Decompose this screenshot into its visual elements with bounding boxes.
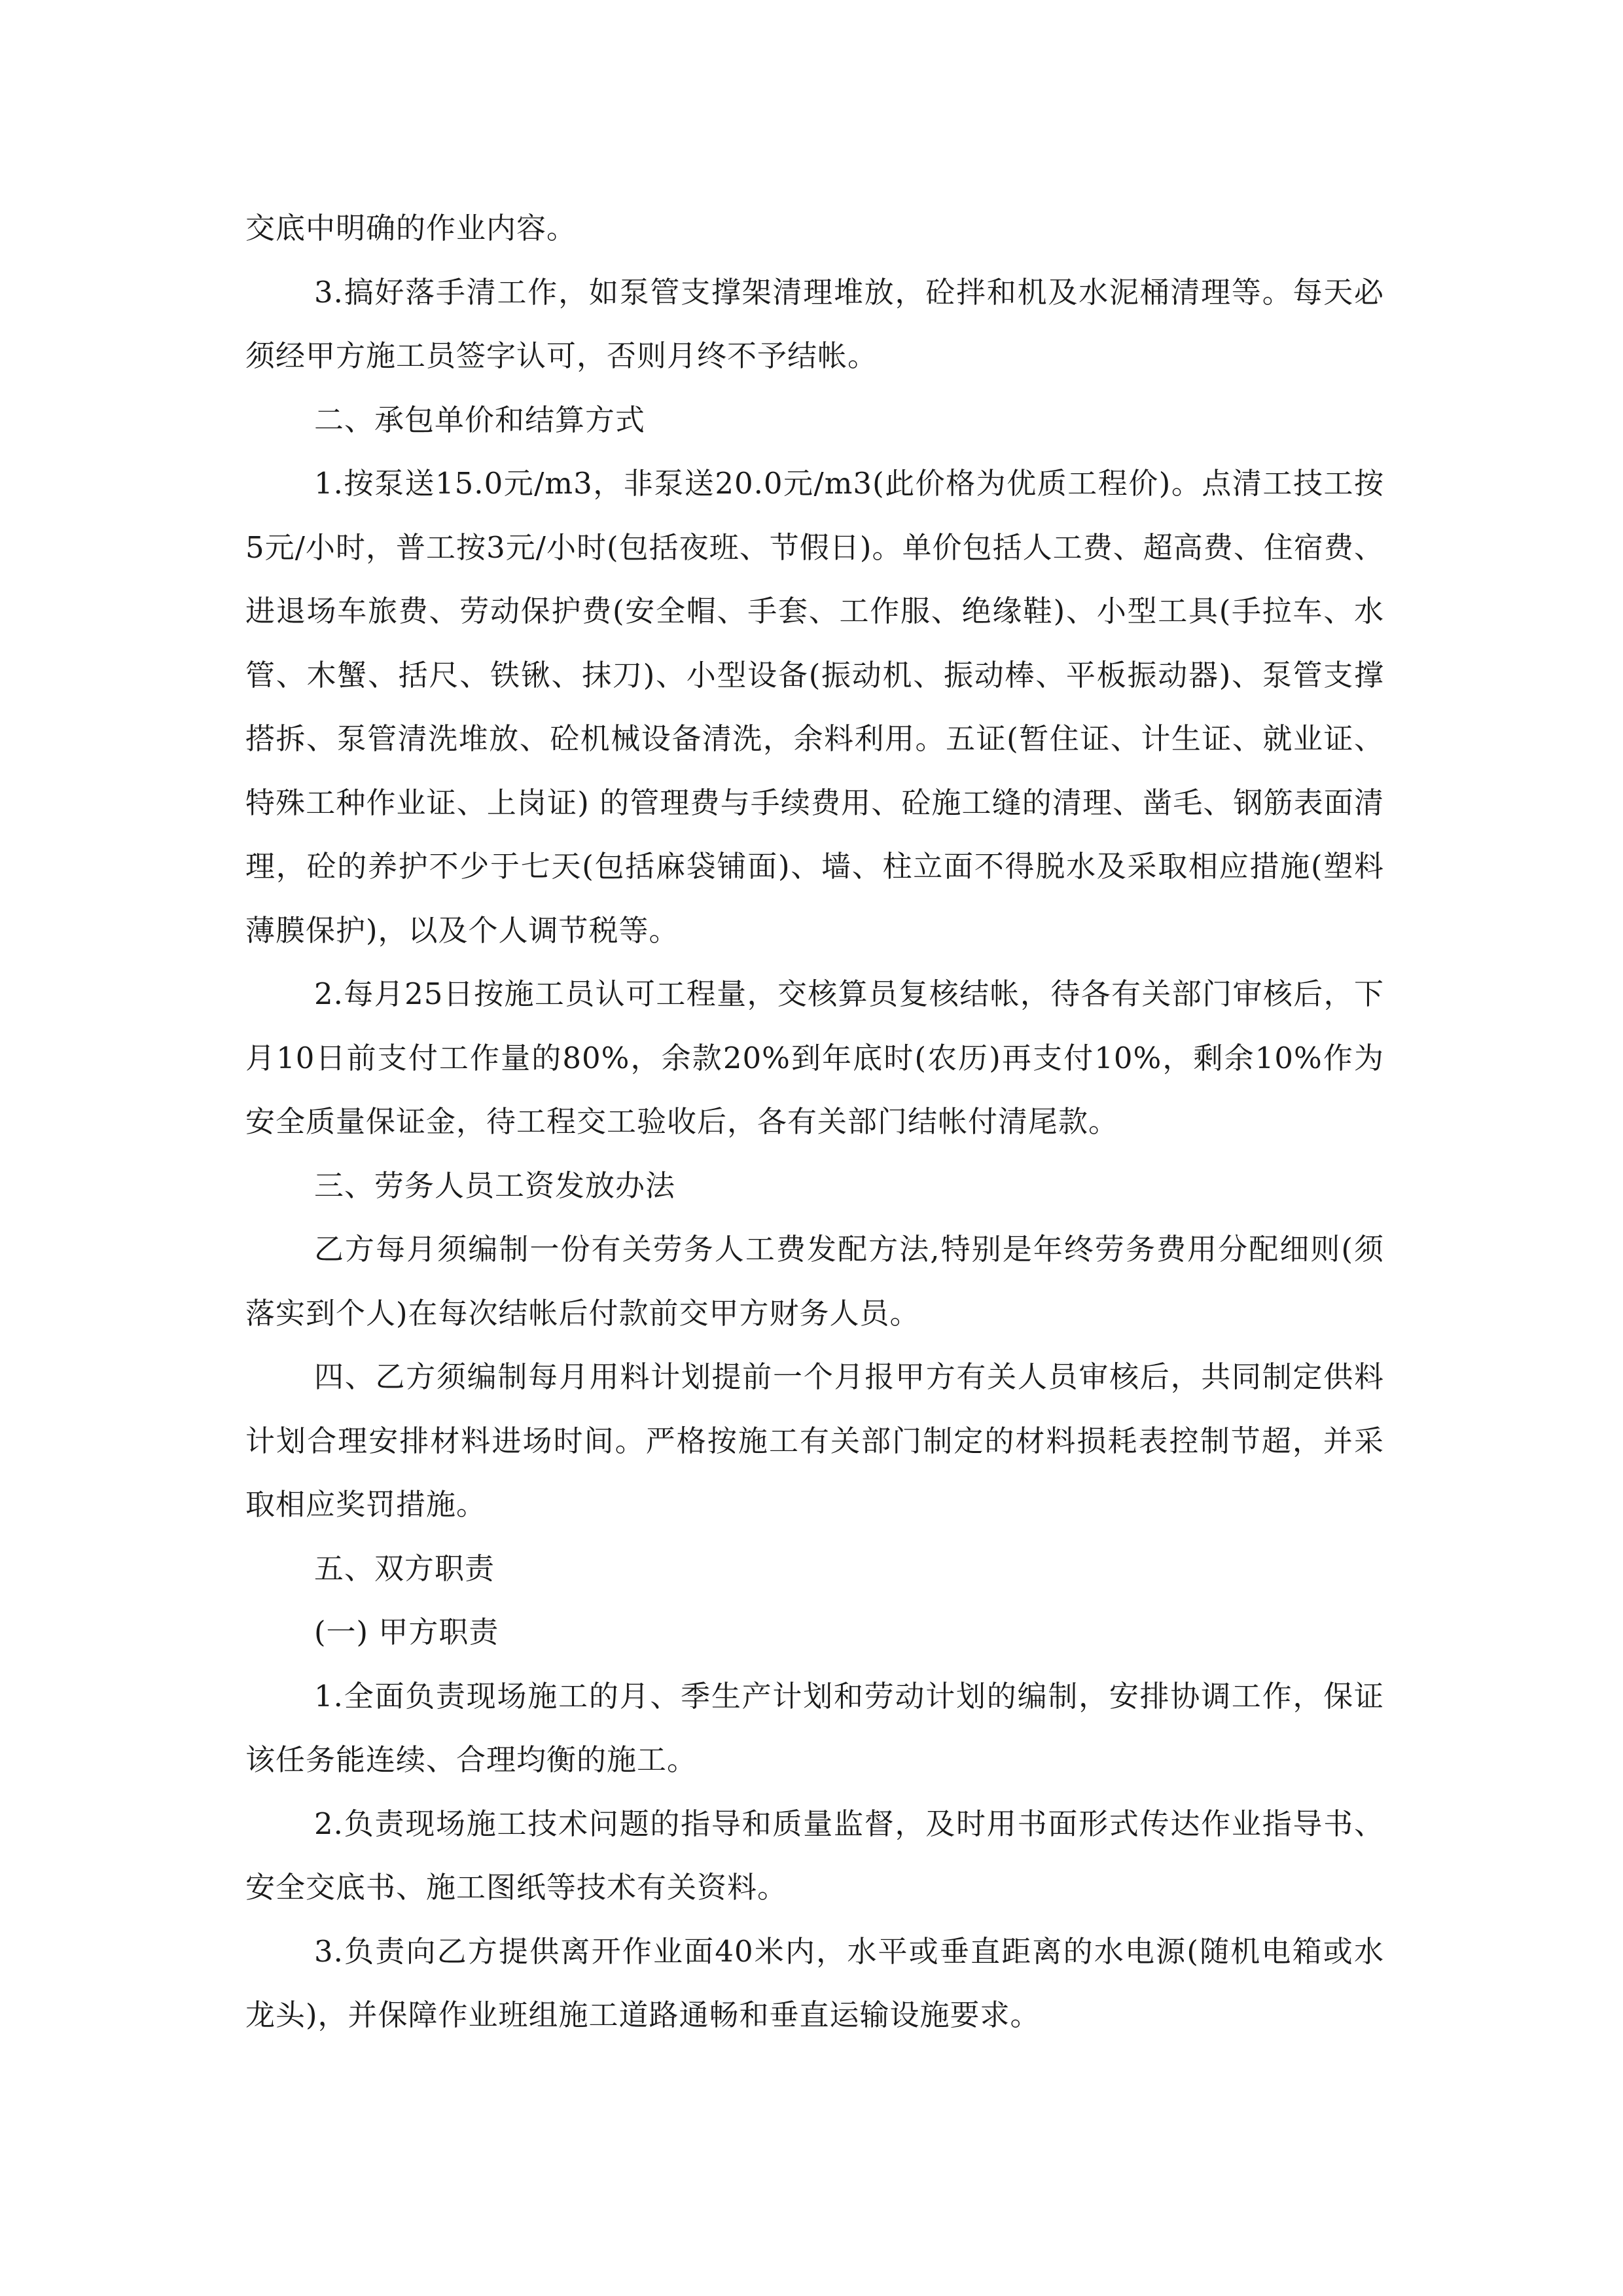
- document-body: [245, 196, 1384, 2047]
- paragraph: 3.负责向乙方提供离开作业面40米内，水平或垂直距离的水电源(随机电箱或水龙头)，并保障作业班组施工道路通畅和垂直运输设施要求。: [245, 1933, 1384, 2032]
- paragraph: 1.全面负责现场施工的月、季生产计划和劳动计划的编制，安排协调工作，保证该任务能连续、合理均衡的施工。: [245, 1678, 1384, 1777]
- paragraph: 交底中明确的作业内容。: [245, 211, 577, 245]
- section-heading: 五、双方职责: [314, 1551, 495, 1586]
- paragraph: 1.按泵送15.0元/m3，非泵送20.0元/m3(此价格为优质工程价)。点清工技工按5元/小时，普工按3元/小时(包括夜班、节假日)。单价包括人工费、超高费、住宿费、进退场车旅费、劳动保护费(安全帽、手套、工作服、绝缘鞋)、小型工具(手拉车、水管、木蟹、括尺、铁锹、抹刀)、小型设备(振动机、振动棒、平板振动器)、泵管支撑搭拆、泵管清洗堆放、砼机械设备清洗，余料利用。五证(暂住证、计生证、就业证、特殊工种作业证、上岗证) 的管理费与手续费用、砼施工缝的清理、凿毛、钢筋表面清理，砼的养护不少于七天(包括麻袋铺面)、墙、柱立面不得脱水及采取相应措施(塑料薄膜保护)，以及个人调节税等。: [245, 466, 1384, 948]
- paragraph: 3.搞好落手清工作，如泵管支撑架清理堆放，砼拌和机及水泥桶清理等。每天必须经甲方施工员签字认可，否则月终不予结帐。: [245, 274, 1384, 373]
- paragraph: 2.负责现场施工技术问题的指导和质量监督，及时用书面形式传达作业指导书、安全交底书、施工图纸等技术有关资料。: [245, 1806, 1384, 1905]
- section-heading: 三、劳务人员工资发放办法: [314, 1168, 676, 1203]
- paragraph: 乙方每月须编制一份有关劳务人工费发配方法,特别是年终劳务费用分配细则(须落实到个人)在每次结帐后付款前交甲方财务人员。: [245, 1232, 1384, 1331]
- subsection-heading: (一) 甲方职责: [314, 1615, 499, 1649]
- section-heading: 二、承包单价和结算方式: [314, 402, 646, 437]
- paragraph: 2.每月25日按施工员认可工程量，交核算员复核结帐，待各有关部门审核后，下月10日前支付工作量的80%，余款20%到年底时(农历)再支付10%，剩余10%作为安全质量保证金，待工程交工验收后，各有关部门结帐付清尾款。: [245, 977, 1384, 1139]
- paragraph: 四、乙方须编制每月用料计划提前一个月报甲方有关人员审核后，共同制定供料计划合理安排材料进场时间。严格按施工有关部门制定的材料损耗表控制节超，并采取相应奖罚措施。: [245, 1359, 1384, 1522]
